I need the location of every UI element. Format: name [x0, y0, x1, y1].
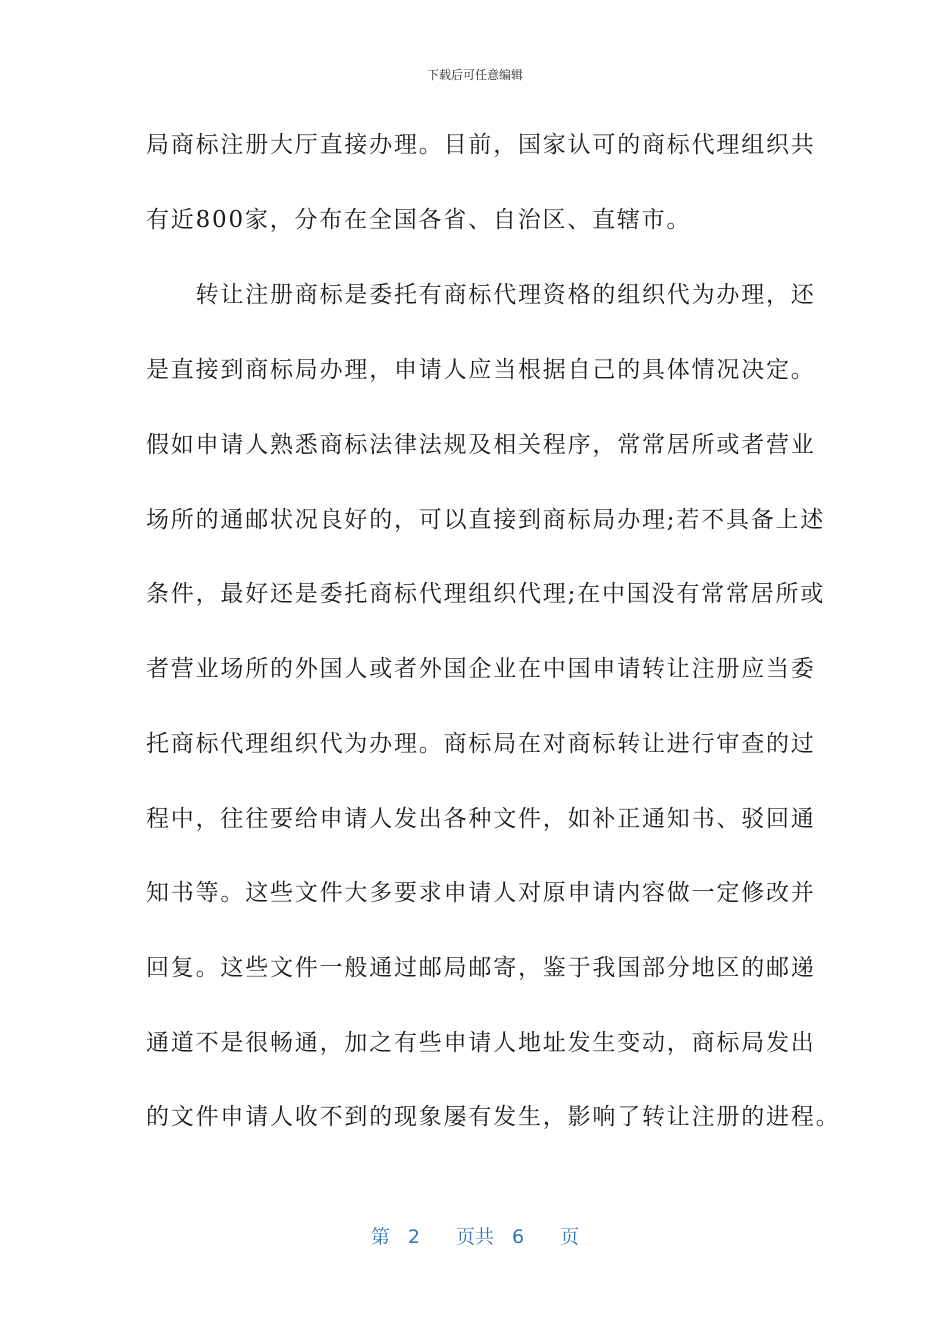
- body-line-14: 的文件申请人收不到的现象屡有发生，影响了转让注册的进程。: [146, 1104, 841, 1130]
- footer-middle: 页共: [455, 1226, 494, 1248]
- body-line-1: 局商标注册大厅直接办理。目前，国家认可的商标代理组织共: [146, 132, 816, 158]
- body-line-9: 托商标代理组织代为办理。商标局在对商标转让进行审查的过: [146, 731, 816, 757]
- footer-suffix: 页: [560, 1226, 580, 1248]
- page-number-footer: [0, 1222, 950, 1249]
- body-line-6: 场所的通邮状况良好的，可以直接到商标局办理;若不具备上述: [146, 507, 826, 533]
- body-line-13: 通道不是很畅通，加之有些申请人地址发生变动，商标局发出: [146, 1030, 816, 1056]
- body-line-7: 条件，最好还是委托商标代理组织代理;在中国没有常常居所或: [146, 581, 826, 607]
- body-line-5: 假如申请人熟悉商标法律法规及相关程序，常常居所或者营业: [146, 432, 816, 458]
- total-page-count: 6: [512, 1226, 525, 1248]
- body-line-2: 有近800家，分布在全国各省、自治区、直辖市。: [146, 207, 692, 233]
- body-line-3: 转让注册商标是委托有商标代理资格的组织代为办理，还: [146, 282, 816, 308]
- body-line-10: 程中，往往要给申请人发出各种文件，如补正通知书、驳回通: [146, 806, 816, 832]
- current-page-number: 2: [407, 1226, 420, 1248]
- body-line-8: 者营业场所的外国人或者外国企业在中国申请转让注册应当委: [146, 656, 816, 682]
- body-line-12: 回复。这些文件一般通过邮局邮寄，鉴于我国部分地区的邮递: [146, 955, 816, 981]
- footer-prefix: 第: [370, 1226, 390, 1248]
- body-line-11: 知书等。这些文件大多要求申请人对原申请内容做一定修改并: [146, 880, 816, 906]
- body-line-4: 是直接到商标局办理，申请人应当根据自己的具体情况决定。: [146, 357, 816, 383]
- page-header-note: 下载后可任意编辑: [426, 68, 523, 82]
